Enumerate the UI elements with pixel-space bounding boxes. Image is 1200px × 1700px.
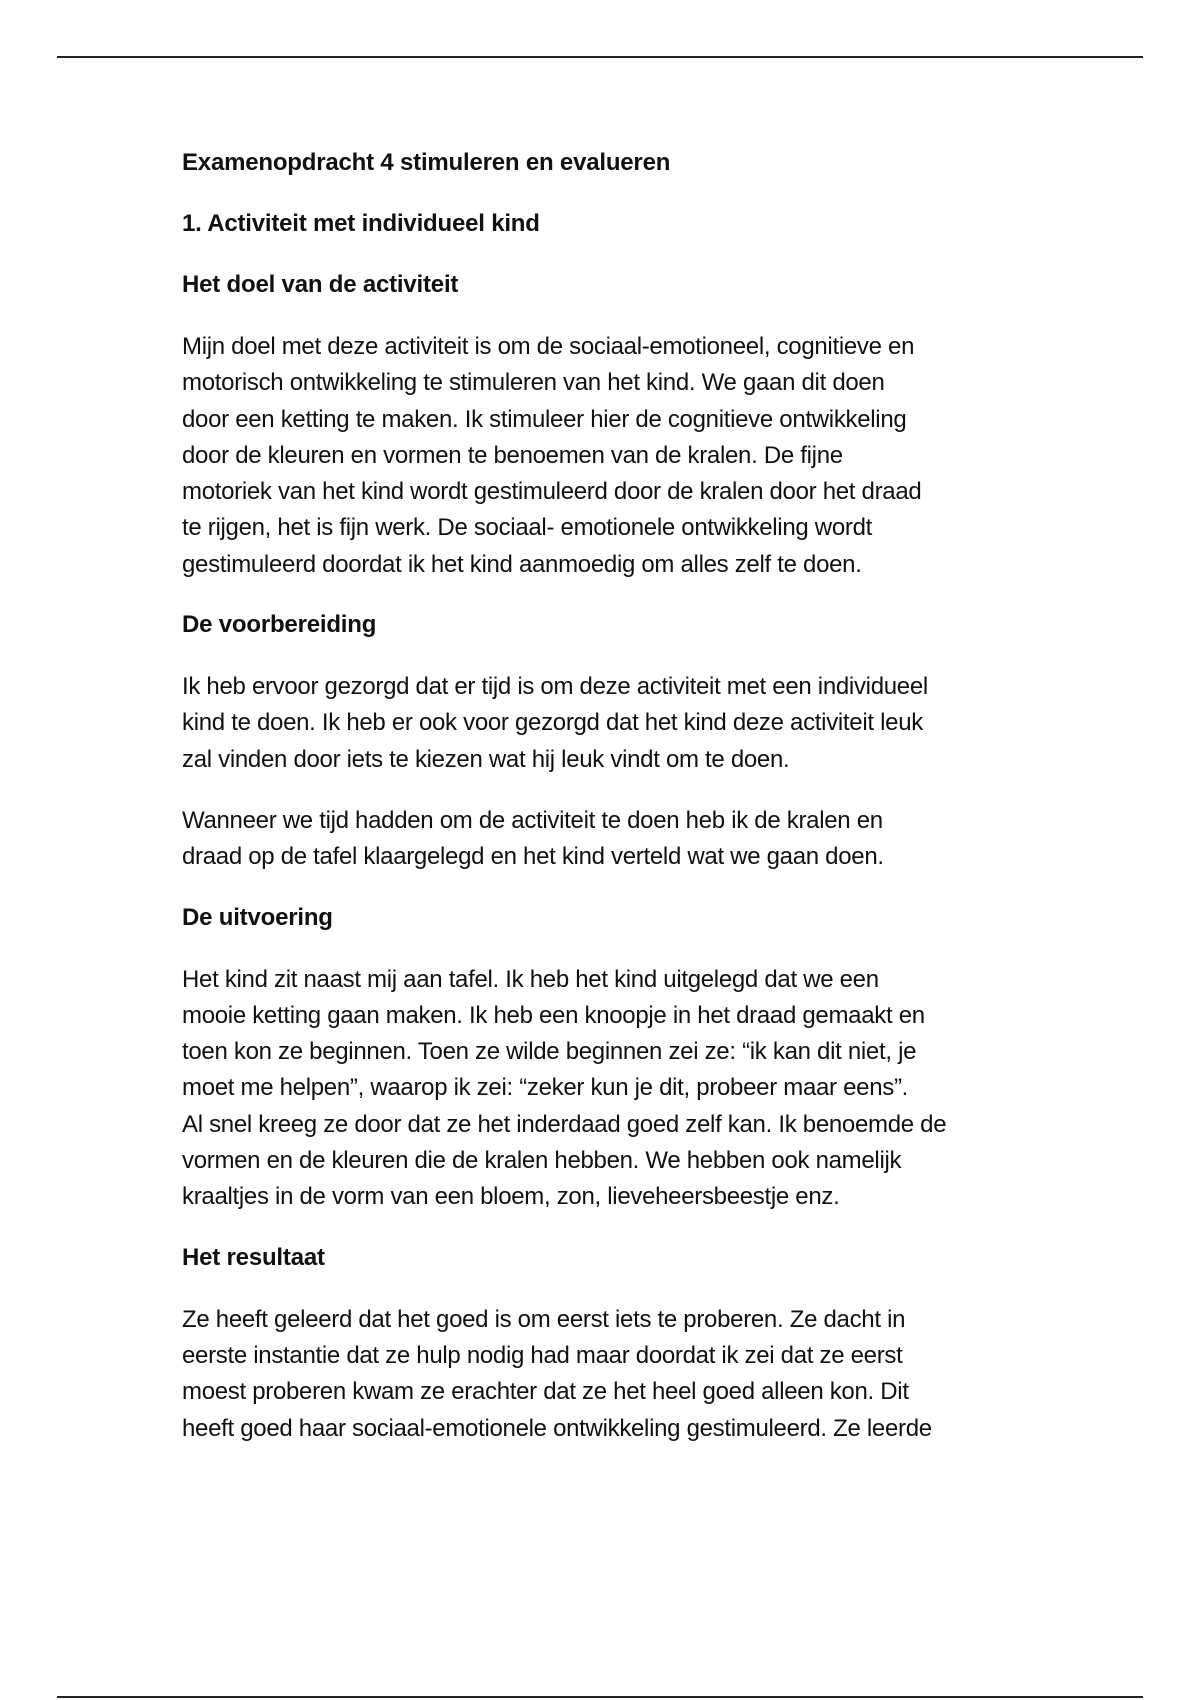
text-line: mooie ketting gaan maken. Ik heb een knoopje in het draad gemaakt en <box>182 1001 925 1029</box>
text-line: Ze heeft geleerd dat het goed is om eerst iets te proberen. Ze dacht in <box>182 1305 906 1333</box>
text-line: te rijgen, het is fijn werk. De sociaal- emotionele ontwikkeling wordt <box>182 514 872 542</box>
text-line: zal vinden door iets te kiezen wat hij leuk vindt om te doen. <box>182 745 790 773</box>
text-line: moet me helpen”, waarop ik zei: “zeker kun je dit, probeer maar eens”. <box>182 1074 909 1102</box>
document-body <box>182 146 1062 1472</box>
text-line: Mijn doel met deze activiteit is om de sociaal-emotioneel, cognitieve en <box>182 333 915 360</box>
paragraph-uitvoering <box>182 962 1062 1216</box>
document-title: Examenopdracht 4 stimuleren en evalueren <box>182 149 671 176</box>
text-line: kind te doen. Ik heb er ook voor gezorgd dat het kind deze activiteit leuk <box>182 709 923 737</box>
text-line: Het kind zit naast mij aan tafel. Ik heb het kind uitgelegd dat we een <box>182 965 879 993</box>
text-line: kraaltjes in de vorm van een bloem, zon, lieveheersbeestje enz. <box>182 1183 840 1211</box>
header-rule <box>57 56 1143 58</box>
paragraph-voorbereiding-1 <box>182 669 1062 778</box>
text-line: heeft goed haar sociaal-emotionele ontwikkeling gestimuleerd. Ze leerde <box>182 1414 932 1442</box>
paragraph-resultaat <box>182 1302 1062 1447</box>
paragraph-doel <box>182 329 1062 583</box>
text-line: vormen en de kleuren die de kralen hebben. We hebben ook namelijk <box>182 1147 902 1175</box>
paragraph-voorbereiding-2 <box>182 803 1062 876</box>
text-line: Ik heb ervoor gezorgd dat er tijd is om deze activiteit met een individueel <box>182 673 928 701</box>
subheading-doel: Het doel van de activiteit <box>182 271 459 298</box>
subheading-resultaat: Het resultaat <box>182 1243 325 1271</box>
footer-rule <box>57 1696 1143 1698</box>
subheading-uitvoering: De uitvoering <box>182 903 333 931</box>
text-line: eerste instantie dat ze hulp nodig had maar doordat ik zei dat ze eerst <box>182 1341 903 1369</box>
text-line: door een ketting te maken. Ik stimuleer hier de cognitieve ontwikkeling <box>182 405 907 433</box>
text-line: door de kleuren en vormen te benoemen van de kralen. De fijne <box>182 441 843 469</box>
text-line: gestimuleerd doordat ik het kind aanmoedig om alles zelf te doen. <box>182 550 862 578</box>
subheading-voorbereiding: De voorbereiding <box>182 611 377 639</box>
text-line: moest proberen kwam ze erachter dat ze het heel goed alleen kon. Dit <box>182 1378 909 1406</box>
section-heading-activiteit: 1. Activiteit met individueel kind <box>182 210 540 237</box>
text-line: toen kon ze beginnen. Toen ze wilde beginnen zei ze: “ik kan dit niet, je <box>182 1038 917 1066</box>
text-line: motorisch ontwikkeling te stimuleren van het kind. We gaan dit doen <box>182 369 885 397</box>
text-line: motoriek van het kind wordt gestimuleerd door de kralen door het draad <box>182 478 922 506</box>
text-line: Wanneer we tijd hadden om de activiteit te doen heb ik de kralen en <box>182 806 883 834</box>
text-line: draad op de tafel klaargelegd en het kind verteld wat we gaan doen. <box>182 843 884 871</box>
text-line: Al snel kreeg ze door dat ze het inderdaad goed zelf kan. Ik benoemde de <box>182 1110 947 1138</box>
